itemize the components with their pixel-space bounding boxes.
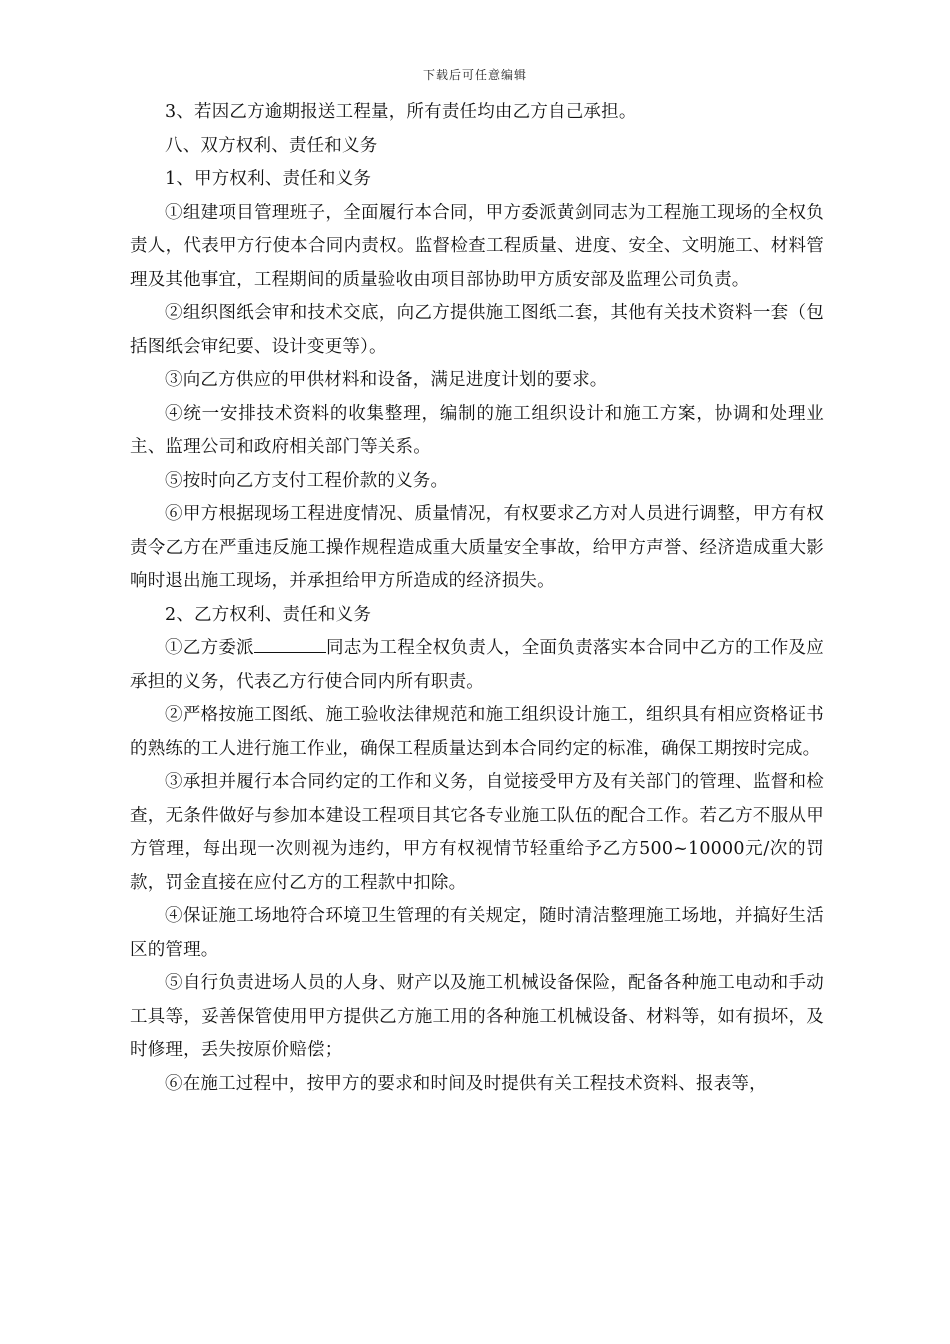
paragraph: ①组建项目管理班子，全面履行本合同，甲方委派黄剑同志为工程施工现场的全权负责人，代表甲方行使本合同内责权。监督检查工程质量、进度、安全、文明施工、材料管理及其他事宜，工程期间的质量验收由项目部协助甲方质安部及监理公司负责。 xyxy=(130,202,824,290)
paragraph: ⑤按时向乙方支付工程价款的义务。 xyxy=(165,470,449,491)
paragraph-with-blank xyxy=(130,632,824,699)
section-heading: 八、双方权利、责任和义务 xyxy=(165,135,378,156)
paragraph: ③承担并履行本合同约定的工作和义务，自觉接受甲方及有关部门的管理、监督和检查，无条件做好与参加本建设工程项目其它各专业施工队伍的配合工作。若乙方不服从甲方管理，每出现一次则视为违约，甲方有权视情节轻重给予乙方500~10000元/次的罚款，罚金直接在应付乙方的工程款中扣除。 xyxy=(130,772,824,893)
paragraph: ②组织图纸会审和技术交底，向乙方提供施工图纸二套，其他有关技术资料一套（包括图纸会审纪要、设计变更等）。 xyxy=(130,303,824,357)
subsection-heading: 2、乙方权利、责任和义务 xyxy=(165,604,372,625)
paragraph: ③向乙方供应的甲供材料和设备，满足进度计划的要求。 xyxy=(165,370,608,390)
subsection-heading: 1、甲方权利、责任和义务 xyxy=(165,169,372,189)
paragraph: ②严格按施工图纸、施工验收法律规范和施工组织设计施工，组织具有相应资格证书的熟练的工人进行施工作业，确保工程质量达到本合同约定的标准，确保工期按时完成。 xyxy=(130,705,824,759)
fill-in-blank xyxy=(254,634,326,653)
blank-before-text: ①乙方委派 xyxy=(165,638,254,658)
document-body xyxy=(130,96,824,1101)
paragraph: ④统一安排技术资料的收集整理，编制的施工组织设计和施工方案，协调和处理业主、监理公司和政府相关部门等关系。 xyxy=(130,403,824,457)
paragraph: 3、若因乙方逾期报送工程量，所有责任均由乙方自己承担。 xyxy=(165,102,637,122)
paragraph: ⑤自行负责进场人员的人身、财产以及施工机械设备保险，配备各种施工电动和手动工具等，妥善保管使用甲方提供乙方施工用的各种施工机械设备、材料等，如有损坏，及时修理，丢失按原价赔偿； xyxy=(130,973,824,1060)
paragraph: ④保证施工场地符合环境卫生管理的有关规定，随时清洁整理施工场地，并搞好生活区的管理。 xyxy=(130,906,824,960)
paragraph: ⑥在施工过程中，按甲方的要求和时间及时提供有关工程技术资料、报表等， xyxy=(165,1073,767,1094)
page-header: 下载后可任意编辑 xyxy=(422,68,527,82)
blank-after-text: 同志为工程全权负责人，全面负责落实本合同中乙方的工作及应承担的义务，代表乙方行使合同内所有职责。 xyxy=(130,638,825,692)
paragraph: ⑥甲方根据现场工程进度情况、质量情况，有权要求乙方对人员进行调整，甲方有权责令乙方在严重违反施工操作规程造成重大质量安全事故，给甲方声誉、经济造成重大影响时退出施工现场，并承担给甲方所造成的经济损失。 xyxy=(130,504,824,591)
